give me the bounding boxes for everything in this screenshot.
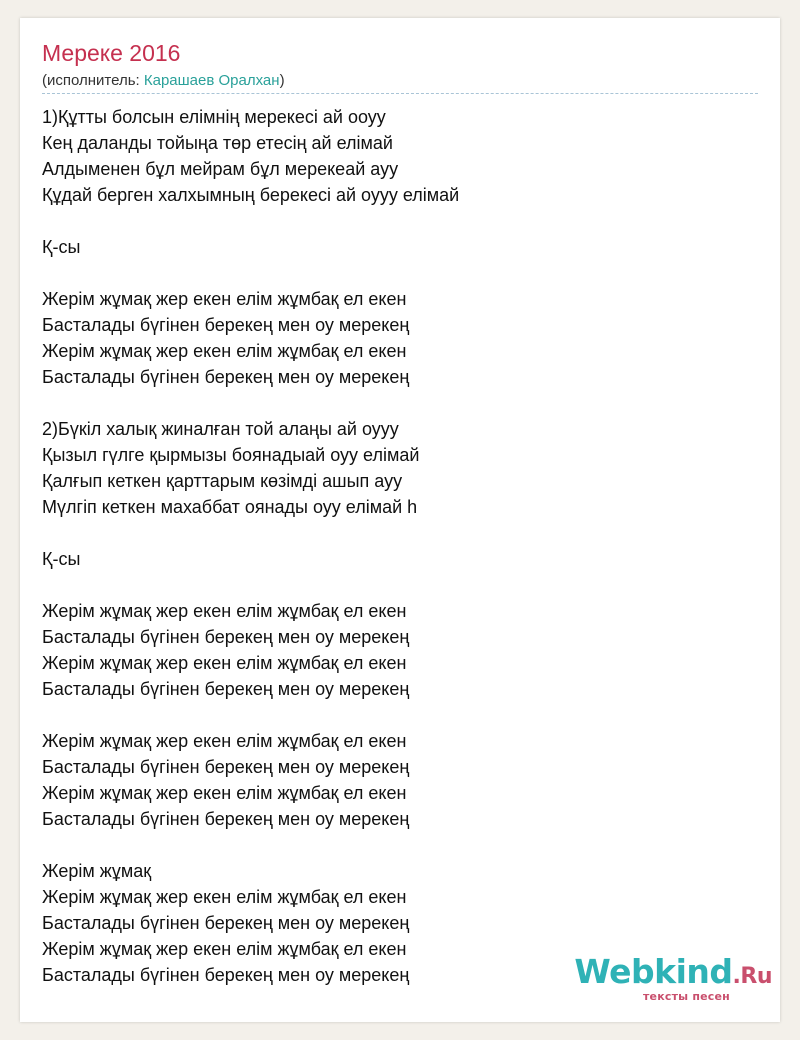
song-title: Мереке 2016 [42,40,181,66]
lyric-line: Жерім жұмақ жер екен елім жұмбақ ел екен [42,653,407,673]
site-logo[interactable] [574,952,772,1003]
lyric-line: Қ-сы [42,549,81,569]
lyric-line: Жерім жұмақ [42,861,152,881]
performer-prefix: (исполнитель: [42,72,144,89]
lyric-line: Құдай берген халхымның берекесі ай оууу елімай [42,185,460,205]
performer-link[interactable]: Карашаев Оралхан [143,72,280,89]
lyric-line: Жерім жұмақ жер екен елім жұмбақ ел екен [42,289,407,309]
lyric-line: Басталады бүгінен берекең мен оу мерекең [42,367,410,387]
lyric-line: Басталады бүгінен берекең мен оу мерекең [42,315,410,335]
logo-tagline: тексты песен [642,990,730,1003]
lyric-blank-line [42,832,758,858]
lyric-blank-line [42,572,758,598]
lyric-line: Жерім жұмақ жер екен елім жұмбақ ел екен [42,939,407,959]
lyric-line: Басталады бүгінен берекең мен оу мерекең [42,913,410,933]
lyric-line: Қызыл гүлге қырмызы боянадыай оуу елімай [42,445,420,465]
lyric-line: Қ-сы [42,237,81,257]
lyric-line: 1)Құтты болсын елімнің мерекесі ай ооуу [42,107,386,127]
lyrics-page [20,18,780,1022]
lyric-line: Кең даланды тойыңа төр етесің ай елімай [42,133,393,153]
lyric-blank-line [42,208,758,234]
lyric-blank-line [42,702,758,728]
lyric-line: Басталады бүгінен берекең мен оу мерекең [42,809,410,829]
lyric-line: Басталады бүгінен берекең мен оу мерекең [42,627,410,647]
lyric-line: Басталады бүгінен берекең мен оу мерекең [42,757,410,777]
logo-name: Webkind [574,952,733,991]
lyric-blank-line [42,520,758,546]
logo-tld: .Ru [732,964,772,989]
lyric-line: Басталады бүгінен берекең мен оу мерекең [42,679,410,699]
lyric-line: Қалғып кеткен қарттарым көзімді ашып ауу [42,471,403,491]
performer-suffix: ) [279,72,285,89]
lyrics-text [42,104,758,988]
lyric-line: Жерім жұмақ жер екен елім жұмбақ ел екен [42,887,407,907]
logo-wordmark [574,952,772,994]
title-divider [42,93,758,94]
lyric-line: 2)Бүкіл халық жиналған той алаңы ай оууу [42,419,399,439]
lyric-line: Жерім жұмақ жер екен елім жұмбақ ел екен [42,783,407,803]
lyric-line: Жерім жұмақ жер екен елім жұмбақ ел екен [42,601,407,621]
lyric-blank-line [42,260,758,286]
lyric-blank-line [42,390,758,416]
lyric-line: Басталады бүгінен берекең мен оу мерекең [42,965,410,985]
lyric-line: Жерім жұмақ жер екен елім жұмбақ ел екен [42,341,407,361]
lyric-line: Алдыменен бұл мейрам бұл мерекеай ауу [42,159,399,179]
lyric-line: Мүлгіп кеткен махаббат оянады оуу елімай һ [42,497,418,517]
performer-line [42,72,285,89]
lyric-line: Жерім жұмақ жер екен елім жұмбақ ел екен [42,731,407,751]
